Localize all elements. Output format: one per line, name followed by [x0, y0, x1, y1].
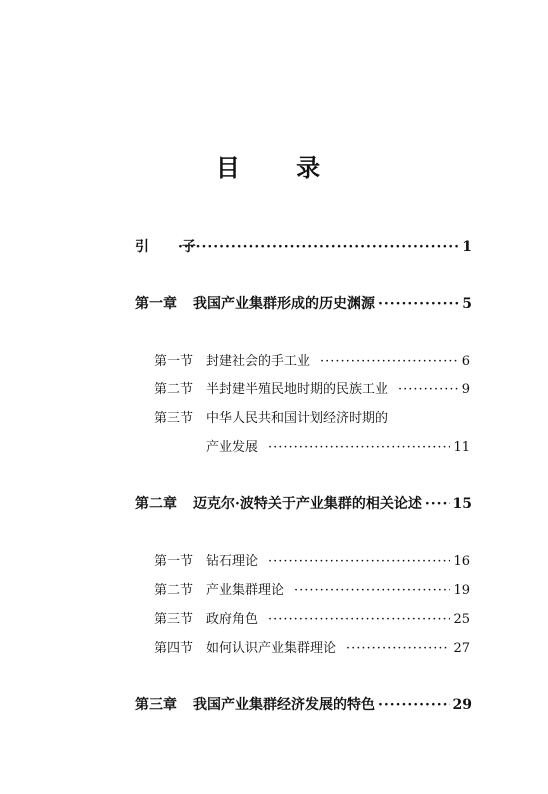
- section-title: 封建社会的手工业: [206, 354, 311, 369]
- toc-section-1-3[interactable]: [154, 407, 470, 426]
- toc-page-number: 27: [453, 641, 470, 656]
- toc-entry-label: 引 子: [135, 239, 210, 255]
- toc-page-number: 25: [453, 612, 470, 627]
- section-title: 产业发展: [206, 440, 259, 455]
- chapter-number: 第二章: [135, 496, 177, 512]
- toc-section-2-2[interactable]: [154, 579, 470, 598]
- section-title: 钻石理论: [206, 554, 259, 569]
- leader-dots: [268, 440, 450, 455]
- chapter-number: 第三章: [135, 697, 177, 713]
- chapter-title: 我国产业集群经济发展的特色: [193, 697, 375, 713]
- toc-section-2-1[interactable]: [154, 550, 470, 569]
- leader-dots: [178, 239, 459, 255]
- section-number: 第二节: [154, 382, 194, 397]
- leader-dots: [268, 554, 450, 569]
- leader-dots: [346, 641, 450, 656]
- section-title: 产业集群理论: [206, 583, 285, 598]
- section-number: 第四节: [154, 641, 194, 656]
- toc-section-1-2[interactable]: [154, 378, 470, 397]
- toc-page-number: 5: [462, 296, 472, 312]
- toc-page-number: 1: [462, 239, 472, 255]
- toc-page-number: 29: [452, 697, 472, 713]
- leader-dots: [320, 354, 459, 369]
- leader-dots: [425, 496, 450, 512]
- section-title: 半封建半殖民地时期的民族工业: [206, 382, 389, 397]
- toc-section-1-3-continued[interactable]: [154, 436, 470, 455]
- section-number: 第三节: [154, 612, 194, 627]
- section-title: 政府角色: [206, 612, 259, 627]
- toc-chapter-2[interactable]: [135, 493, 472, 513]
- toc-chapter-1[interactable]: [135, 293, 472, 313]
- leader-dots: [268, 612, 450, 627]
- toc-page-number: 6: [461, 354, 470, 369]
- toc-chapter-3[interactable]: [135, 694, 472, 714]
- section-title: 中华人民共和国计划经济时期的: [206, 411, 389, 426]
- toc-section-2-3[interactable]: [154, 608, 470, 627]
- chapter-title: 我国产业集群形成的历史渊源: [193, 296, 375, 312]
- leader-dots: [294, 583, 450, 598]
- toc-page-number: 15: [452, 496, 472, 512]
- chapter-number: 第一章: [135, 296, 177, 312]
- toc-page-number: 9: [461, 382, 470, 397]
- page-title: 目 录: [215, 153, 345, 182]
- toc-entry-intro[interactable]: [135, 236, 472, 256]
- chapter-title: 迈克尔·波特关于产业集群的相关论述: [193, 496, 422, 512]
- section-title: 如何认识产业集群理论: [206, 641, 337, 656]
- toc-page-number: 16: [453, 554, 470, 569]
- leader-dots: [398, 382, 459, 397]
- leader-dots: [378, 296, 459, 312]
- section-number: 第一节: [154, 354, 194, 369]
- leader-dots: [378, 697, 450, 713]
- section-number: 第一节: [154, 554, 194, 569]
- toc-section-1-1[interactable]: [154, 350, 470, 369]
- toc-page-number: 19: [453, 583, 470, 598]
- section-number: 第三节: [154, 411, 194, 426]
- section-number: 第二节: [154, 583, 194, 598]
- toc-section-2-4[interactable]: [154, 637, 470, 656]
- toc-page-number: 11: [453, 440, 470, 455]
